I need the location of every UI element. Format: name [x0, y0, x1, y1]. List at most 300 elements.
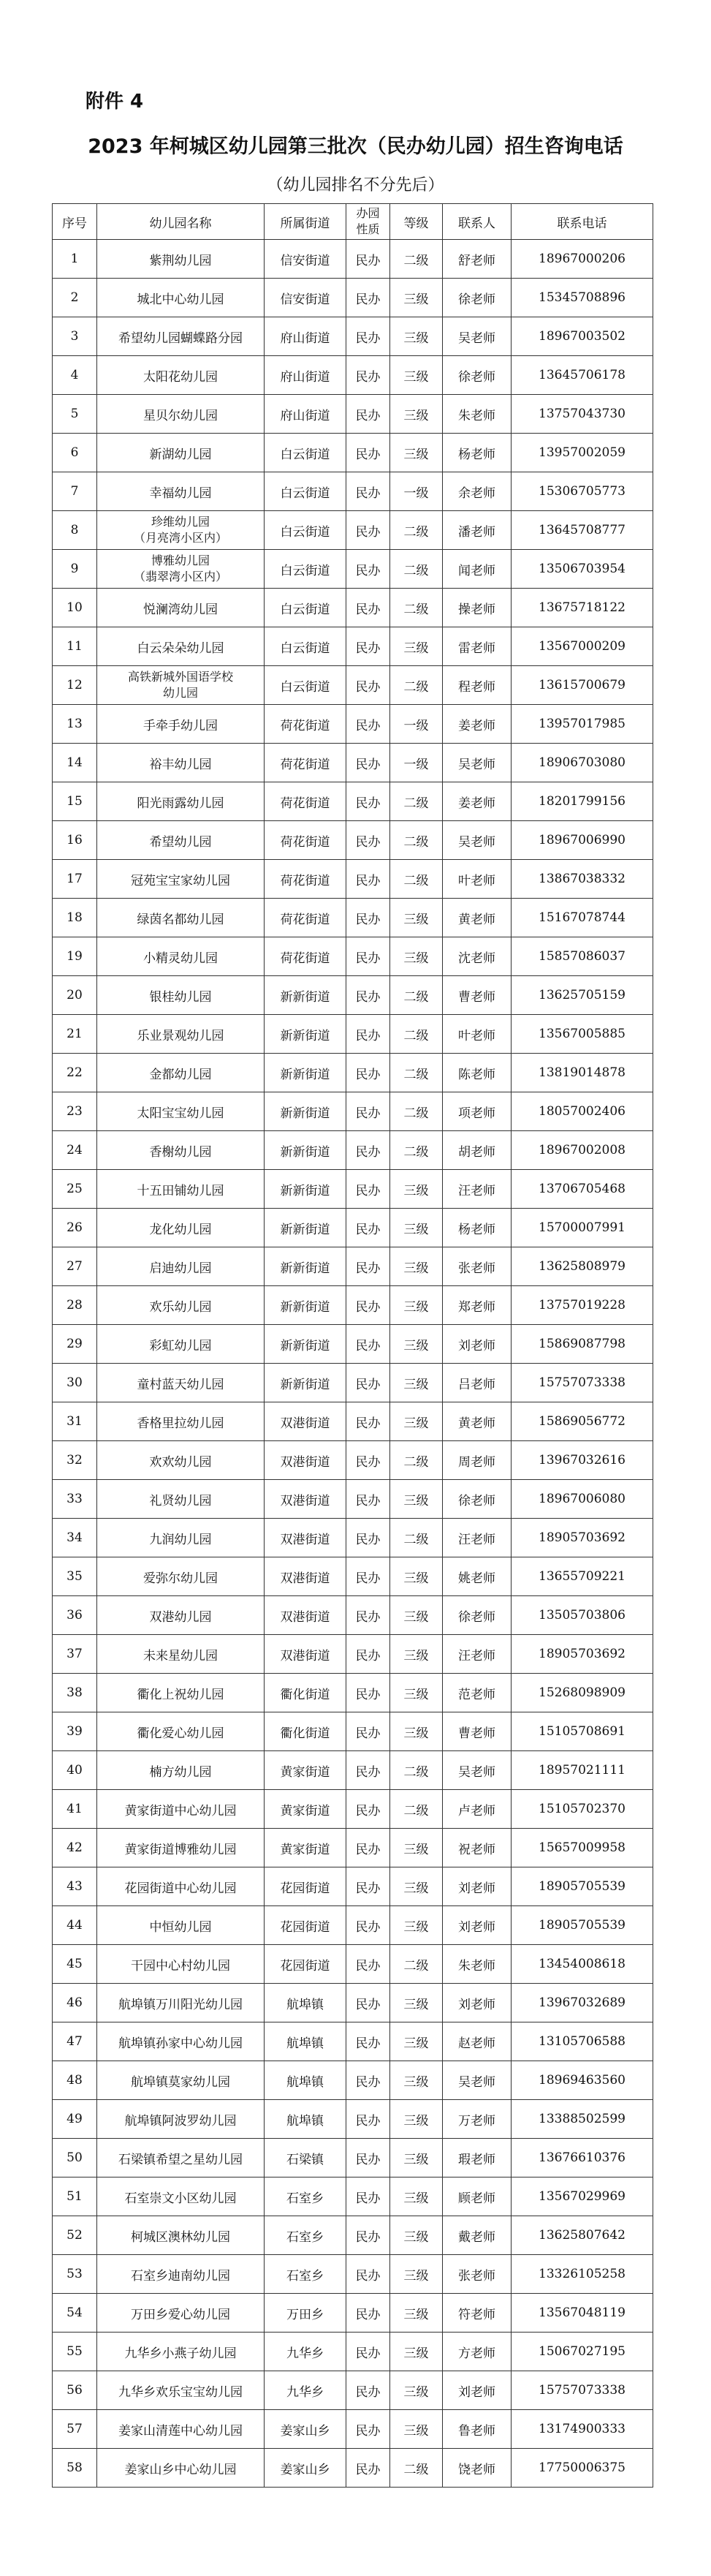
cell-name: 高铁新城外国语学校 幼儿园 — [97, 666, 265, 705]
cell-no: 39 — [53, 1712, 97, 1751]
cell-name: 欢欢幼儿园 — [97, 1441, 265, 1480]
cell-contact: 潘老师 — [443, 511, 512, 550]
cell-level: 三级 — [390, 1247, 443, 1286]
cell-level: 二级 — [390, 511, 443, 550]
cell-phone: 13819014878 — [512, 1054, 653, 1092]
cell-name: 欢乐幼儿园 — [97, 1286, 265, 1325]
cell-no: 51 — [53, 2177, 97, 2216]
cell-name: 衢化上祝幼儿园 — [97, 1674, 265, 1712]
cell-no: 12 — [53, 666, 97, 705]
cell-street: 荷花街道 — [265, 821, 346, 860]
cell-level: 三级 — [390, 937, 443, 976]
cell-no: 2 — [53, 279, 97, 317]
cell-no: 10 — [53, 589, 97, 627]
cell-contact: 吕老师 — [443, 1364, 512, 1402]
cell-name: 太阳花幼儿园 — [97, 356, 265, 395]
cell-level: 三级 — [390, 1170, 443, 1209]
cell-no: 6 — [53, 434, 97, 472]
cell-phone: 13615700679 — [512, 666, 653, 705]
cell-nature: 民办 — [346, 1170, 390, 1209]
table-row — [53, 744, 653, 782]
cell-phone: 13757043730 — [512, 395, 653, 434]
table-row — [53, 2139, 653, 2177]
table-row — [53, 2294, 653, 2333]
cell-street: 荷花街道 — [265, 705, 346, 744]
cell-level: 三级 — [390, 1209, 443, 1247]
cell-no: 45 — [53, 1945, 97, 1984]
cell-street: 黄家街道 — [265, 1790, 346, 1829]
cell-contact: 姜老师 — [443, 782, 512, 821]
cell-no: 15 — [53, 782, 97, 821]
cell-no: 35 — [53, 1557, 97, 1596]
cell-contact: 符老师 — [443, 2294, 512, 2333]
cell-level: 二级 — [390, 550, 443, 589]
cell-no: 21 — [53, 1015, 97, 1054]
cell-street: 新新街道 — [265, 1325, 346, 1364]
cell-name: 香榭幼儿园 — [97, 1131, 265, 1170]
table-row — [53, 1596, 653, 1635]
table-row — [53, 2371, 653, 2410]
cell-street: 荷花街道 — [265, 937, 346, 976]
cell-phone: 18905703692 — [512, 1519, 653, 1557]
cell-phone: 13388502599 — [512, 2100, 653, 2139]
cell-phone: 13505703806 — [512, 1596, 653, 1635]
cell-contact: 闻老师 — [443, 550, 512, 589]
cell-no: 54 — [53, 2294, 97, 2333]
cell-street: 九华乡 — [265, 2371, 346, 2410]
cell-street: 衢化街道 — [265, 1712, 346, 1751]
cell-level: 二级 — [390, 240, 443, 279]
cell-nature: 民办 — [346, 550, 390, 589]
cell-name: 石梁镇希望之星幼儿园 — [97, 2139, 265, 2177]
cell-no: 58 — [53, 2449, 97, 2488]
attachment-label: 附件 4 — [85, 91, 144, 113]
table-row — [53, 976, 653, 1015]
table-row — [53, 1247, 653, 1286]
cell-nature: 民办 — [346, 1054, 390, 1092]
table-row — [53, 627, 653, 666]
cell-level: 一级 — [390, 472, 443, 511]
table-row — [53, 240, 653, 279]
cell-name: 黄家街道博雅幼儿园 — [97, 1829, 265, 1867]
cell-no: 48 — [53, 2061, 97, 2100]
cell-street: 新新街道 — [265, 1170, 346, 1209]
cell-level: 二级 — [390, 1054, 443, 1092]
cell-name: 博雅幼儿园 （翡翠湾小区内） — [97, 550, 265, 589]
cell-contact: 万老师 — [443, 2100, 512, 2139]
cell-nature: 民办 — [346, 1441, 390, 1480]
kindergarten-table — [52, 203, 653, 2488]
cell-name: 希望幼儿园 — [97, 821, 265, 860]
cell-contact: 瑕老师 — [443, 2139, 512, 2177]
cell-contact: 沈老师 — [443, 937, 512, 976]
cell-no: 44 — [53, 1906, 97, 1945]
cell-street: 航埠镇 — [265, 2061, 346, 2100]
cell-name: 航埠镇孙家中心幼儿园 — [97, 2022, 265, 2061]
cell-street: 信安街道 — [265, 240, 346, 279]
table-row — [53, 1131, 653, 1170]
cell-phone: 15757073338 — [512, 2371, 653, 2410]
cell-no: 40 — [53, 1751, 97, 1790]
cell-contact: 鲁老师 — [443, 2410, 512, 2449]
cell-street: 府山街道 — [265, 317, 346, 356]
table-row — [53, 1829, 653, 1867]
cell-phone: 13867038332 — [512, 860, 653, 899]
cell-phone: 13706705468 — [512, 1170, 653, 1209]
cell-level: 三级 — [390, 2216, 443, 2255]
table-row — [53, 1635, 653, 1674]
cell-name: 启迪幼儿园 — [97, 1247, 265, 1286]
table-row — [53, 1054, 653, 1092]
cell-street: 黄家街道 — [265, 1829, 346, 1867]
table-row — [53, 1480, 653, 1519]
cell-phone: 17750006375 — [512, 2449, 653, 2488]
cell-contact: 叶老师 — [443, 1015, 512, 1054]
cell-level: 二级 — [390, 1092, 443, 1131]
cell-contact: 朱老师 — [443, 1945, 512, 1984]
table-row — [53, 2216, 653, 2255]
cell-no: 28 — [53, 1286, 97, 1325]
cell-street: 信安街道 — [265, 279, 346, 317]
cell-nature: 民办 — [346, 279, 390, 317]
cell-level: 二级 — [390, 666, 443, 705]
cell-street: 双港街道 — [265, 1402, 346, 1441]
cell-no: 30 — [53, 1364, 97, 1402]
cell-nature: 民办 — [346, 1906, 390, 1945]
cell-nature: 民办 — [346, 976, 390, 1015]
header-nature: 办园 性质 — [346, 204, 390, 240]
cell-level: 二级 — [390, 589, 443, 627]
table-row — [53, 1209, 653, 1247]
cell-name: 紫荆幼儿园 — [97, 240, 265, 279]
cell-level: 三级 — [390, 2139, 443, 2177]
cell-contact: 卢老师 — [443, 1790, 512, 1829]
cell-street: 双港街道 — [265, 1635, 346, 1674]
cell-name: 星贝尔幼儿园 — [97, 395, 265, 434]
cell-phone: 18957021111 — [512, 1751, 653, 1790]
cell-nature: 民办 — [346, 1402, 390, 1441]
cell-street: 石室乡 — [265, 2177, 346, 2216]
header-level: 等级 — [390, 204, 443, 240]
cell-no: 25 — [53, 1170, 97, 1209]
cell-phone: 13645706178 — [512, 356, 653, 395]
cell-contact: 徐老师 — [443, 279, 512, 317]
table-row — [53, 2177, 653, 2216]
cell-name: 彩虹幼儿园 — [97, 1325, 265, 1364]
cell-name: 香格里拉幼儿园 — [97, 1402, 265, 1441]
table-row — [53, 1286, 653, 1325]
cell-contact: 刘老师 — [443, 1984, 512, 2022]
cell-contact: 朱老师 — [443, 395, 512, 434]
cell-name: 冠苑宝宝家幼儿园 — [97, 860, 265, 899]
cell-name: 航埠镇阿波罗幼儿园 — [97, 2100, 265, 2139]
cell-no: 34 — [53, 1519, 97, 1557]
cell-street: 双港街道 — [265, 1557, 346, 1596]
cell-level: 二级 — [390, 1751, 443, 1790]
cell-name: 衢化爱心幼儿园 — [97, 1712, 265, 1751]
cell-contact: 姚老师 — [443, 1557, 512, 1596]
cell-nature: 民办 — [346, 1480, 390, 1519]
cell-name: 未来星幼儿园 — [97, 1635, 265, 1674]
cell-phone: 13957017985 — [512, 705, 653, 744]
cell-level: 三级 — [390, 356, 443, 395]
cell-street: 白云街道 — [265, 589, 346, 627]
cell-street: 黄家街道 — [265, 1751, 346, 1790]
cell-phone: 13967032616 — [512, 1441, 653, 1480]
cell-contact: 刘老师 — [443, 1325, 512, 1364]
cell-no: 7 — [53, 472, 97, 511]
cell-nature: 民办 — [346, 589, 390, 627]
cell-no: 49 — [53, 2100, 97, 2139]
cell-phone: 18967002008 — [512, 1131, 653, 1170]
cell-nature: 民办 — [346, 1247, 390, 1286]
table-header-row — [53, 204, 653, 240]
cell-contact: 吴老师 — [443, 2061, 512, 2100]
cell-contact: 刘老师 — [443, 1906, 512, 1945]
cell-nature: 民办 — [346, 744, 390, 782]
table-row — [53, 1441, 653, 1480]
table-row — [53, 434, 653, 472]
cell-nature: 民办 — [346, 2410, 390, 2449]
cell-name: 黄家街道中心幼儿园 — [97, 1790, 265, 1829]
cell-street: 新新街道 — [265, 1092, 346, 1131]
cell-phone: 15067027195 — [512, 2333, 653, 2371]
cell-level: 三级 — [390, 1557, 443, 1596]
cell-name: 航埠镇万川阳光幼儿园 — [97, 1984, 265, 2022]
cell-contact: 姜老师 — [443, 705, 512, 744]
cell-no: 18 — [53, 899, 97, 937]
cell-nature: 民办 — [346, 2022, 390, 2061]
cell-phone: 15105708691 — [512, 1712, 653, 1751]
cell-nature: 民办 — [346, 2294, 390, 2333]
cell-no: 23 — [53, 1092, 97, 1131]
cell-level: 三级 — [390, 2255, 443, 2294]
cell-street: 石室乡 — [265, 2216, 346, 2255]
cell-street: 姜家山乡 — [265, 2449, 346, 2488]
cell-phone: 15167078744 — [512, 899, 653, 937]
cell-nature: 民办 — [346, 1674, 390, 1712]
cell-level: 三级 — [390, 434, 443, 472]
cell-phone: 13676610376 — [512, 2139, 653, 2177]
cell-street: 荷花街道 — [265, 782, 346, 821]
cell-street: 万田乡 — [265, 2294, 346, 2333]
cell-contact: 余老师 — [443, 472, 512, 511]
cell-contact: 饶老师 — [443, 2449, 512, 2488]
cell-no: 27 — [53, 1247, 97, 1286]
cell-level: 三级 — [390, 2100, 443, 2139]
cell-street: 新新街道 — [265, 1247, 346, 1286]
cell-level: 三级 — [390, 899, 443, 937]
cell-no: 8 — [53, 511, 97, 550]
cell-name: 绿茵名都幼儿园 — [97, 899, 265, 937]
header-contact: 联系人 — [443, 204, 512, 240]
cell-street: 白云街道 — [265, 511, 346, 550]
cell-nature: 民办 — [346, 1557, 390, 1596]
table-row — [53, 317, 653, 356]
cell-contact: 程老师 — [443, 666, 512, 705]
cell-level: 三级 — [390, 395, 443, 434]
cell-name: 万田乡爱心幼儿园 — [97, 2294, 265, 2333]
cell-name: 航埠镇莫家幼儿园 — [97, 2061, 265, 2100]
table-row — [53, 279, 653, 317]
table-row — [53, 589, 653, 627]
cell-street: 新新街道 — [265, 976, 346, 1015]
cell-phone: 15700007991 — [512, 1209, 653, 1247]
cell-nature: 民办 — [346, 2139, 390, 2177]
cell-nature: 民办 — [346, 1131, 390, 1170]
cell-street: 白云街道 — [265, 550, 346, 589]
cell-no: 24 — [53, 1131, 97, 1170]
cell-street: 新新街道 — [265, 1364, 346, 1402]
cell-nature: 民办 — [346, 1519, 390, 1557]
cell-no: 46 — [53, 1984, 97, 2022]
cell-no: 37 — [53, 1635, 97, 1674]
cell-street: 白云街道 — [265, 472, 346, 511]
cell-no: 52 — [53, 2216, 97, 2255]
cell-contact: 徐老师 — [443, 356, 512, 395]
cell-name: 悦澜湾幼儿园 — [97, 589, 265, 627]
cell-nature: 民办 — [346, 472, 390, 511]
cell-level: 二级 — [390, 976, 443, 1015]
cell-level: 三级 — [390, 317, 443, 356]
cell-no: 1 — [53, 240, 97, 279]
table-row — [53, 1984, 653, 2022]
cell-level: 三级 — [390, 1829, 443, 1867]
cell-street: 花园街道 — [265, 1945, 346, 1984]
cell-phone: 18905705539 — [512, 1867, 653, 1906]
cell-level: 三级 — [390, 1480, 443, 1519]
cell-no: 22 — [53, 1054, 97, 1092]
cell-phone: 13567048119 — [512, 2294, 653, 2333]
table-row — [53, 472, 653, 511]
cell-street: 新新街道 — [265, 1131, 346, 1170]
cell-phone: 18057002406 — [512, 1092, 653, 1131]
cell-contact: 徐老师 — [443, 1480, 512, 1519]
cell-name: 银桂幼儿园 — [97, 976, 265, 1015]
table-row — [53, 550, 653, 589]
cell-phone: 13454008618 — [512, 1945, 653, 1984]
cell-contact: 雷老师 — [443, 627, 512, 666]
cell-level: 三级 — [390, 2410, 443, 2449]
cell-street: 新新街道 — [265, 1015, 346, 1054]
cell-no: 55 — [53, 2333, 97, 2371]
cell-phone: 18967006080 — [512, 1480, 653, 1519]
cell-name: 礼贤幼儿园 — [97, 1480, 265, 1519]
cell-phone: 13625808979 — [512, 1247, 653, 1286]
cell-name: 幸福幼儿园 — [97, 472, 265, 511]
cell-contact: 吴老师 — [443, 744, 512, 782]
cell-street: 荷花街道 — [265, 744, 346, 782]
cell-name: 中恒幼儿园 — [97, 1906, 265, 1945]
cell-name: 九华乡小燕子幼儿园 — [97, 2333, 265, 2371]
cell-phone: 13567005885 — [512, 1015, 653, 1054]
cell-level: 三级 — [390, 1984, 443, 2022]
header-street: 所属街道 — [265, 204, 346, 240]
cell-no: 41 — [53, 1790, 97, 1829]
cell-name: 裕丰幼儿园 — [97, 744, 265, 782]
cell-name: 希望幼儿园蝴蝶路分园 — [97, 317, 265, 356]
cell-nature: 民办 — [346, 317, 390, 356]
cell-phone: 15869056772 — [512, 1402, 653, 1441]
cell-level: 三级 — [390, 1867, 443, 1906]
cell-nature: 民办 — [346, 899, 390, 937]
table-row — [53, 1519, 653, 1557]
cell-name: 石室崇文小区幼儿园 — [97, 2177, 265, 2216]
cell-street: 新新街道 — [265, 1209, 346, 1247]
cell-no: 14 — [53, 744, 97, 782]
cell-contact: 戴老师 — [443, 2216, 512, 2255]
cell-phone: 13967032689 — [512, 1984, 653, 2022]
table-row — [53, 1092, 653, 1131]
cell-street: 花园街道 — [265, 1867, 346, 1906]
cell-street: 新新街道 — [265, 1054, 346, 1092]
cell-nature: 民办 — [346, 2216, 390, 2255]
cell-no: 13 — [53, 705, 97, 744]
table-row — [53, 2449, 653, 2488]
cell-no: 3 — [53, 317, 97, 356]
table-row — [53, 860, 653, 899]
cell-phone: 13326105258 — [512, 2255, 653, 2294]
cell-contact: 项老师 — [443, 1092, 512, 1131]
cell-nature: 民办 — [346, 937, 390, 976]
cell-phone: 13655709221 — [512, 1557, 653, 1596]
cell-phone: 13567029969 — [512, 2177, 653, 2216]
cell-nature: 民办 — [346, 627, 390, 666]
cell-contact: 郑老师 — [443, 1286, 512, 1325]
cell-contact: 徐老师 — [443, 1596, 512, 1635]
cell-phone: 15869087798 — [512, 1325, 653, 1364]
cell-no: 4 — [53, 356, 97, 395]
cell-name: 爱弥尔幼儿园 — [97, 1557, 265, 1596]
table-row — [53, 1364, 653, 1402]
table-row — [53, 1751, 653, 1790]
cell-name: 金都幼儿园 — [97, 1054, 265, 1092]
cell-name: 楠方幼儿园 — [97, 1751, 265, 1790]
cell-level: 二级 — [390, 1131, 443, 1170]
cell-nature: 民办 — [346, 1867, 390, 1906]
cell-name: 乐业景观幼儿园 — [97, 1015, 265, 1054]
cell-contact: 赵老师 — [443, 2022, 512, 2061]
header-name: 幼儿园名称 — [97, 204, 265, 240]
cell-street: 双港街道 — [265, 1519, 346, 1557]
cell-nature: 民办 — [346, 2371, 390, 2410]
cell-nature: 民办 — [346, 1712, 390, 1751]
cell-phone: 18201799156 — [512, 782, 653, 821]
cell-name: 白云朵朵幼儿园 — [97, 627, 265, 666]
cell-nature: 民办 — [346, 1596, 390, 1635]
cell-contact: 叶老师 — [443, 860, 512, 899]
cell-level: 二级 — [390, 821, 443, 860]
cell-street: 府山街道 — [265, 395, 346, 434]
cell-phone: 18967003502 — [512, 317, 653, 356]
cell-contact: 杨老师 — [443, 434, 512, 472]
cell-phone: 13957002059 — [512, 434, 653, 472]
cell-level: 三级 — [390, 1325, 443, 1364]
cell-name: 双港幼儿园 — [97, 1596, 265, 1635]
cell-level: 三级 — [390, 2177, 443, 2216]
cell-name: 姜家山乡中心幼儿园 — [97, 2449, 265, 2488]
cell-level: 二级 — [390, 860, 443, 899]
cell-name: 童村蓝天幼儿园 — [97, 1364, 265, 1402]
cell-no: 5 — [53, 395, 97, 434]
cell-nature: 民办 — [346, 1092, 390, 1131]
cell-contact: 陈老师 — [443, 1054, 512, 1092]
page-title: 2023 年柯城区幼儿园第三批次（民办幼儿园）招生咨询电话 — [88, 135, 623, 158]
cell-phone: 18905703692 — [512, 1635, 653, 1674]
cell-street: 石梁镇 — [265, 2139, 346, 2177]
table-row — [53, 937, 653, 976]
cell-street: 九华乡 — [265, 2333, 346, 2371]
